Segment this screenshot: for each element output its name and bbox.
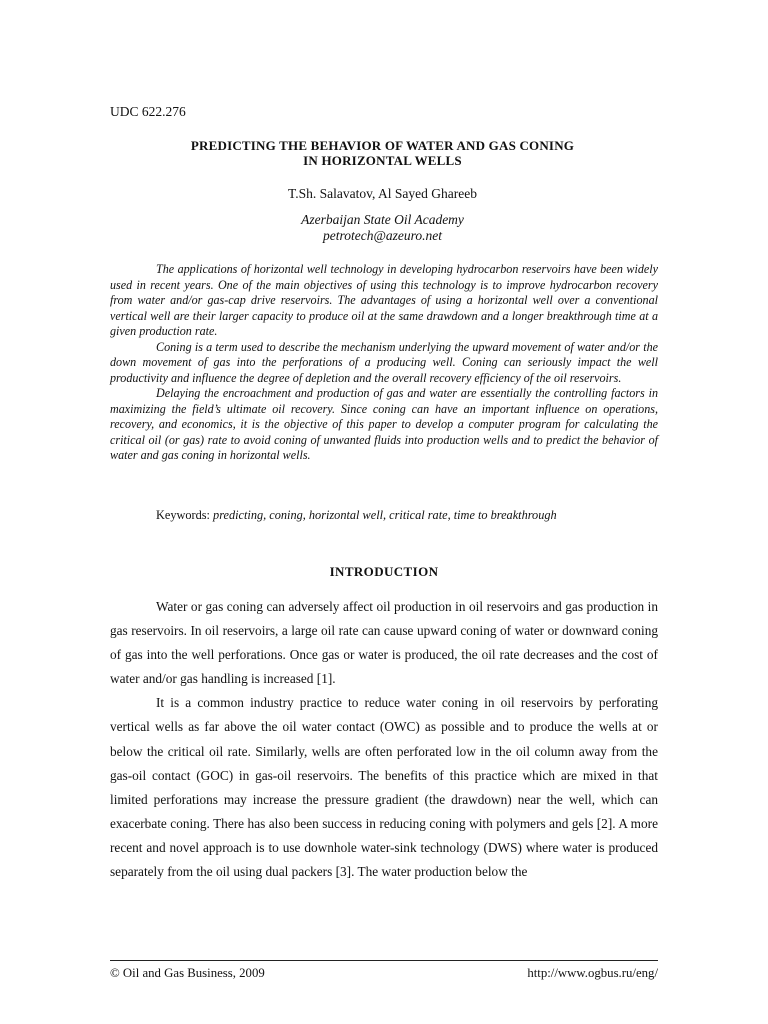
abstract-paragraph: Coning is a term used to describe the mechanism underlying the upward movement of water and/or the down movement of gas into the perforations of a producing well. Coning can seriously impact the well productivity and influence the degree of depletion and the overall recovery efficiency of the oil reservoirs. — [110, 339, 658, 385]
institution: Azerbaijan State Oil Academy — [301, 212, 464, 227]
footer-divider — [110, 960, 658, 961]
keywords-values: predicting, coning, horizontal well, critical rate, time to breakthrough — [213, 508, 557, 522]
paper-title-line-2: IN HORIZONTAL WELLS — [303, 153, 462, 168]
paper-title — [110, 138, 655, 168]
paper-title-line-1: PREDICTING THE BEHAVIOR OF WATER AND GAS CONING — [190, 138, 575, 153]
affiliation — [110, 212, 655, 244]
abstract — [110, 262, 658, 464]
abstract-paragraph: Delaying the encroachment and production of gas and water are essentially the controlling factors in maximizing the field’s ultimate oil recovery. Since coning can have an important influence on operations, recovery, and economics, it is the objective of this paper to develop a computer program for calculating the critical oil (or gas) rate to avoid coning of unwanted fluids into production wells and to predict the behavior of water and gas coning in horizontal wells. — [110, 386, 658, 462]
footer-url[interactable]: http://www.ogbus.ru/eng/ — [527, 966, 658, 980]
body-paragraph: Water or gas coning can adversely affect oil production in oil reservoirs and gas production in gas reservoirs. In oil reservoirs, a large oil rate can cause upward coning of water or downward coning of gas into the well perforations. Once gas or water is produced, the oil rate decreases and the cost of water and/or gas handling is increased [1]. — [110, 599, 658, 687]
email: petrotech@azeuro.net — [322, 228, 442, 243]
keywords — [110, 508, 658, 523]
udc-code: UDC 622.276 — [110, 104, 186, 119]
body-paragraph: It is a common industry practice to reduce water coning in oil reservoirs by perforating vertical wells as far above the oil water contact (OWC) as possible and to produce the wells at or below the critical oil rate. Similarly, wells are often perforated low in the oil column away from the gas-oil contact (GOC) in gas-oil reservoirs. The benefits of this practice which are mixed in that limited perforations may increase the pressure gradient (the drawdown) near the well, which can exacerbate coning. There has also been success in reducing coning with polymers and gels [2]. A more recent and novel approach is to use downhole water-sink technology (DWS) where water is produced separately from the oil using dual packers [3]. The water production below the — [110, 695, 658, 880]
keywords-label: Keywords: — [156, 508, 210, 522]
section-heading-introduction: INTRODUCTION — [329, 564, 439, 579]
introduction-body — [110, 595, 658, 884]
footer-copyright: © Oil and Gas Business, 2009 — [110, 966, 265, 980]
abstract-paragraph: The applications of horizontal well technology in developing hydrocarbon reservoirs have been widely used in recent years. One of the main objectives of using this technology is to improve hydrocarbon recovery from water and/or gas-cap drive reservoirs. The advantages of using a horizontal well over a conventional vertical well are their larger capacity to produce oil at the same drawdown and a longer breakthrough time at a given production rate. — [110, 262, 658, 338]
authors: T.Sh. Salavatov, Al Sayed Ghareeb — [288, 186, 477, 201]
